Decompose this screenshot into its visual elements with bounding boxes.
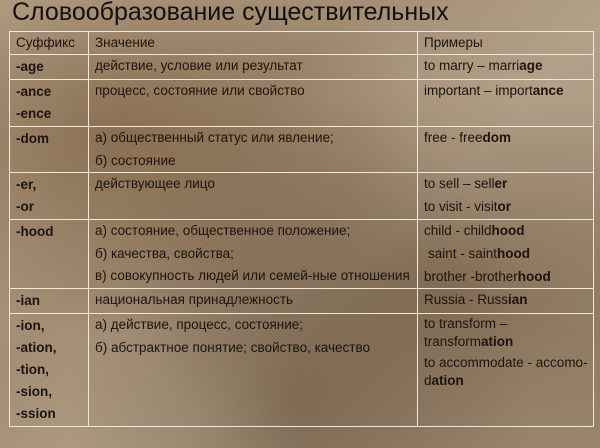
table-row-dom xyxy=(10,127,594,173)
suffix: -ion, xyxy=(16,318,45,333)
suffix-table xyxy=(9,31,594,427)
example-suffix: hood xyxy=(491,223,525,238)
example-suffix: ian xyxy=(508,292,528,307)
suffix-cell xyxy=(10,127,89,173)
suffix-cell xyxy=(10,80,89,127)
example-line xyxy=(424,290,588,310)
example-cell xyxy=(418,314,594,427)
suffix: -or xyxy=(16,199,34,214)
suffix-cell xyxy=(10,173,89,220)
example-suffix: hood xyxy=(497,246,531,261)
meaning-cell xyxy=(89,80,418,127)
suffix-cell xyxy=(10,314,89,427)
meaning-cell xyxy=(89,173,418,220)
example-base: to sell – sell xyxy=(424,176,495,191)
example-line xyxy=(424,267,588,287)
example-suffix: er xyxy=(494,176,508,191)
meaning-line: а) действие, процесс, состояние; xyxy=(95,317,304,332)
suffix: -hood xyxy=(16,224,54,239)
meaning-cell xyxy=(89,55,418,80)
example-line xyxy=(424,221,588,241)
example-line xyxy=(424,128,588,148)
meaning-cell xyxy=(89,314,418,427)
table-row-er xyxy=(10,173,594,220)
meaning-cell xyxy=(89,127,418,173)
suffix: -ence xyxy=(16,106,52,121)
suffix: -sion, xyxy=(16,384,52,399)
example-base: saint - saint xyxy=(428,246,498,261)
example-cell xyxy=(418,289,594,314)
meaning-line: б) абстрактное понятие; свойство, качество xyxy=(95,340,370,355)
example-base: to transform – transform xyxy=(424,316,508,349)
meaning-line: национальная принадлежность xyxy=(95,292,294,307)
example-base: to visit - visit xyxy=(424,199,498,214)
example-line xyxy=(424,174,588,194)
example-cell xyxy=(418,173,594,220)
meaning-line: действие, условие или результат xyxy=(95,58,303,73)
meaning-line: действующее лицо xyxy=(95,176,215,191)
example-suffix: age xyxy=(519,58,543,73)
example-line xyxy=(424,56,588,76)
example-suffix: ation xyxy=(481,334,514,349)
suffix: -ation, xyxy=(16,340,57,355)
example-line xyxy=(424,244,588,264)
example-base: child - child xyxy=(424,223,492,238)
example-base: free - free xyxy=(424,130,483,145)
meaning-cell xyxy=(89,289,418,314)
suffix: -ance xyxy=(16,84,52,99)
table-row-hood xyxy=(10,220,594,289)
meaning-line: б) качества, свойства; xyxy=(95,246,234,261)
meaning-line: в) совокупность людей или семей-ные отношения xyxy=(95,268,410,283)
example-suffix: ation xyxy=(431,373,464,388)
example-base: Russia - Russ xyxy=(424,292,509,307)
header-suffix: Суффикс xyxy=(10,32,89,55)
suffix: -ian xyxy=(16,293,41,308)
example-base: to marry – marri xyxy=(424,58,520,73)
meaning-line: а) общественный статус или явление; xyxy=(95,130,334,145)
example-base: brother -brother xyxy=(424,269,518,284)
example-cell xyxy=(418,55,594,80)
suffix: -dom xyxy=(16,131,49,146)
suffix-cell xyxy=(10,289,89,314)
table-row-ion xyxy=(10,314,594,427)
example-line xyxy=(424,315,588,351)
example-cell xyxy=(418,80,594,127)
header-meaning: Значение xyxy=(89,32,418,55)
example-cell xyxy=(418,127,594,173)
suffix: -age xyxy=(16,59,44,74)
example-base: important – import xyxy=(424,83,533,98)
meaning-line: процесс, состояние или свойство xyxy=(95,83,305,98)
table-header-row xyxy=(10,32,594,55)
example-suffix: hood xyxy=(517,269,551,284)
table-row-age xyxy=(10,55,594,80)
page-title: Словообразование существительных xyxy=(12,0,449,26)
meaning-cell xyxy=(89,220,418,289)
suffix: -ssion xyxy=(16,406,56,421)
meaning-line: б) состояние xyxy=(95,153,176,168)
example-line xyxy=(424,81,588,101)
table-row-ance xyxy=(10,80,594,127)
suffix: -tion, xyxy=(16,362,49,377)
suffix-cell xyxy=(10,220,89,289)
example-line xyxy=(424,354,588,390)
header-examples: Примеры xyxy=(418,32,594,55)
example-suffix: dom xyxy=(482,130,512,145)
example-line xyxy=(424,197,588,217)
suffix: -er, xyxy=(16,177,37,192)
example-suffix: ance xyxy=(532,83,564,98)
example-cell xyxy=(418,220,594,289)
suffix-cell xyxy=(10,55,89,80)
example-suffix: or xyxy=(497,199,512,214)
example-base: to accommodate - accomo-d xyxy=(424,355,588,388)
table-row-ian xyxy=(10,289,594,314)
meaning-line: а) состояние, общественное положение; xyxy=(95,223,351,238)
